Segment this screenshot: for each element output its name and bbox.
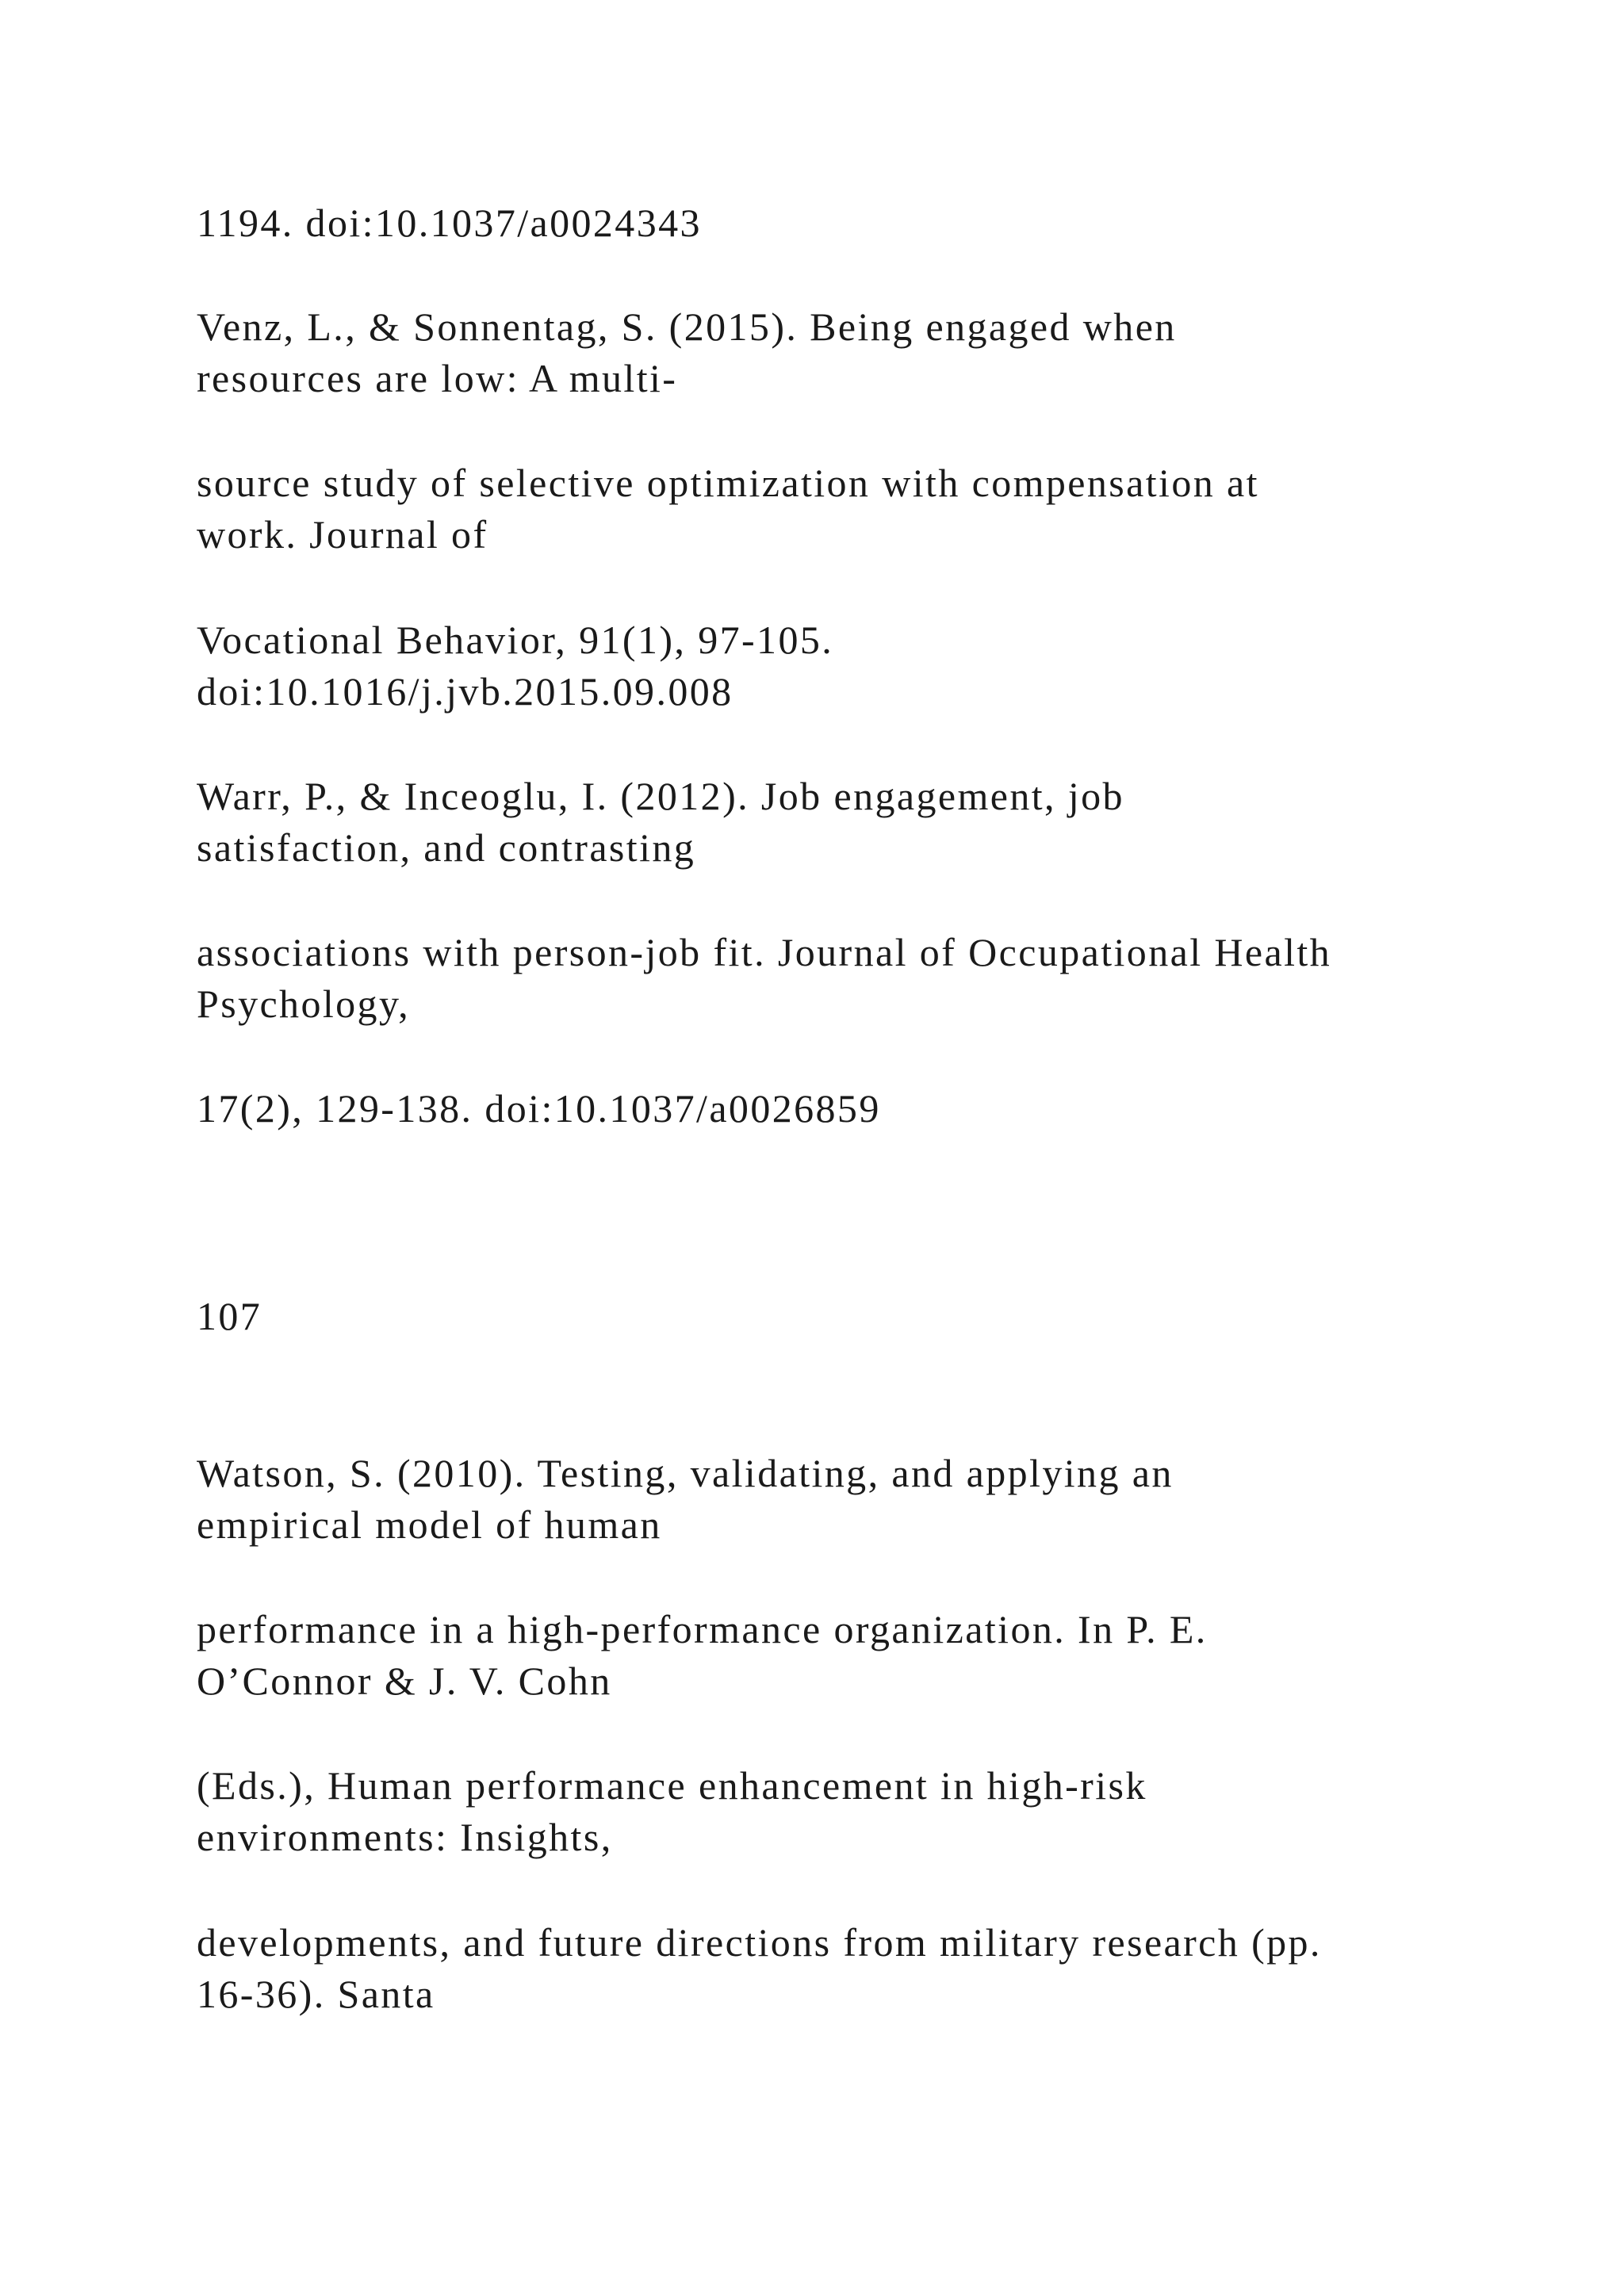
text-line: Psychology, [197, 982, 411, 1026]
text-line: environments: Insights, [197, 1815, 613, 1859]
text-line: Vocational Behavior, 91(1), 97-105. [197, 618, 834, 662]
text-line: satisfaction, and contrasting [197, 825, 696, 870]
text-line: (Eds.), Human performance enhancement in high-risk [197, 1763, 1147, 1808]
text-line: 16-36). Santa [197, 1972, 435, 2016]
text-line: doi:10.1016/j.jvb.2015.09.008 [197, 669, 733, 714]
text-line: source study of selective optimization with compensation at [197, 461, 1259, 505]
text-line: Venz, L., & Sonnentag, S. (2015). Being engaged when [197, 304, 1177, 349]
page-number: 107 [197, 1294, 262, 1338]
text-line: empirical model of human [197, 1502, 662, 1547]
text-line: 17(2), 129-138. doi:10.1037/a0026859 [197, 1086, 881, 1131]
text-line: work. Journal of [197, 512, 488, 557]
text-line: developments, and future directions from military research (pp. [197, 1920, 1322, 1965]
text-line: O’Connor & J. V. Cohn [197, 1659, 612, 1703]
text-line: 1194. doi:10.1037/a0024343 [197, 201, 702, 245]
text-line: performance in a high-performance organization. In P. E. [197, 1607, 1208, 1651]
text-line: Warr, P., & Inceoglu, I. (2012). Job engagement, job [197, 774, 1124, 818]
text-line: resources are low: A multi- [197, 356, 678, 400]
text-line: associations with person-job fit. Journal of Occupational Health [197, 930, 1332, 974]
text-line: Watson, S. (2010). Testing, validating, and applying an [197, 1451, 1174, 1495]
